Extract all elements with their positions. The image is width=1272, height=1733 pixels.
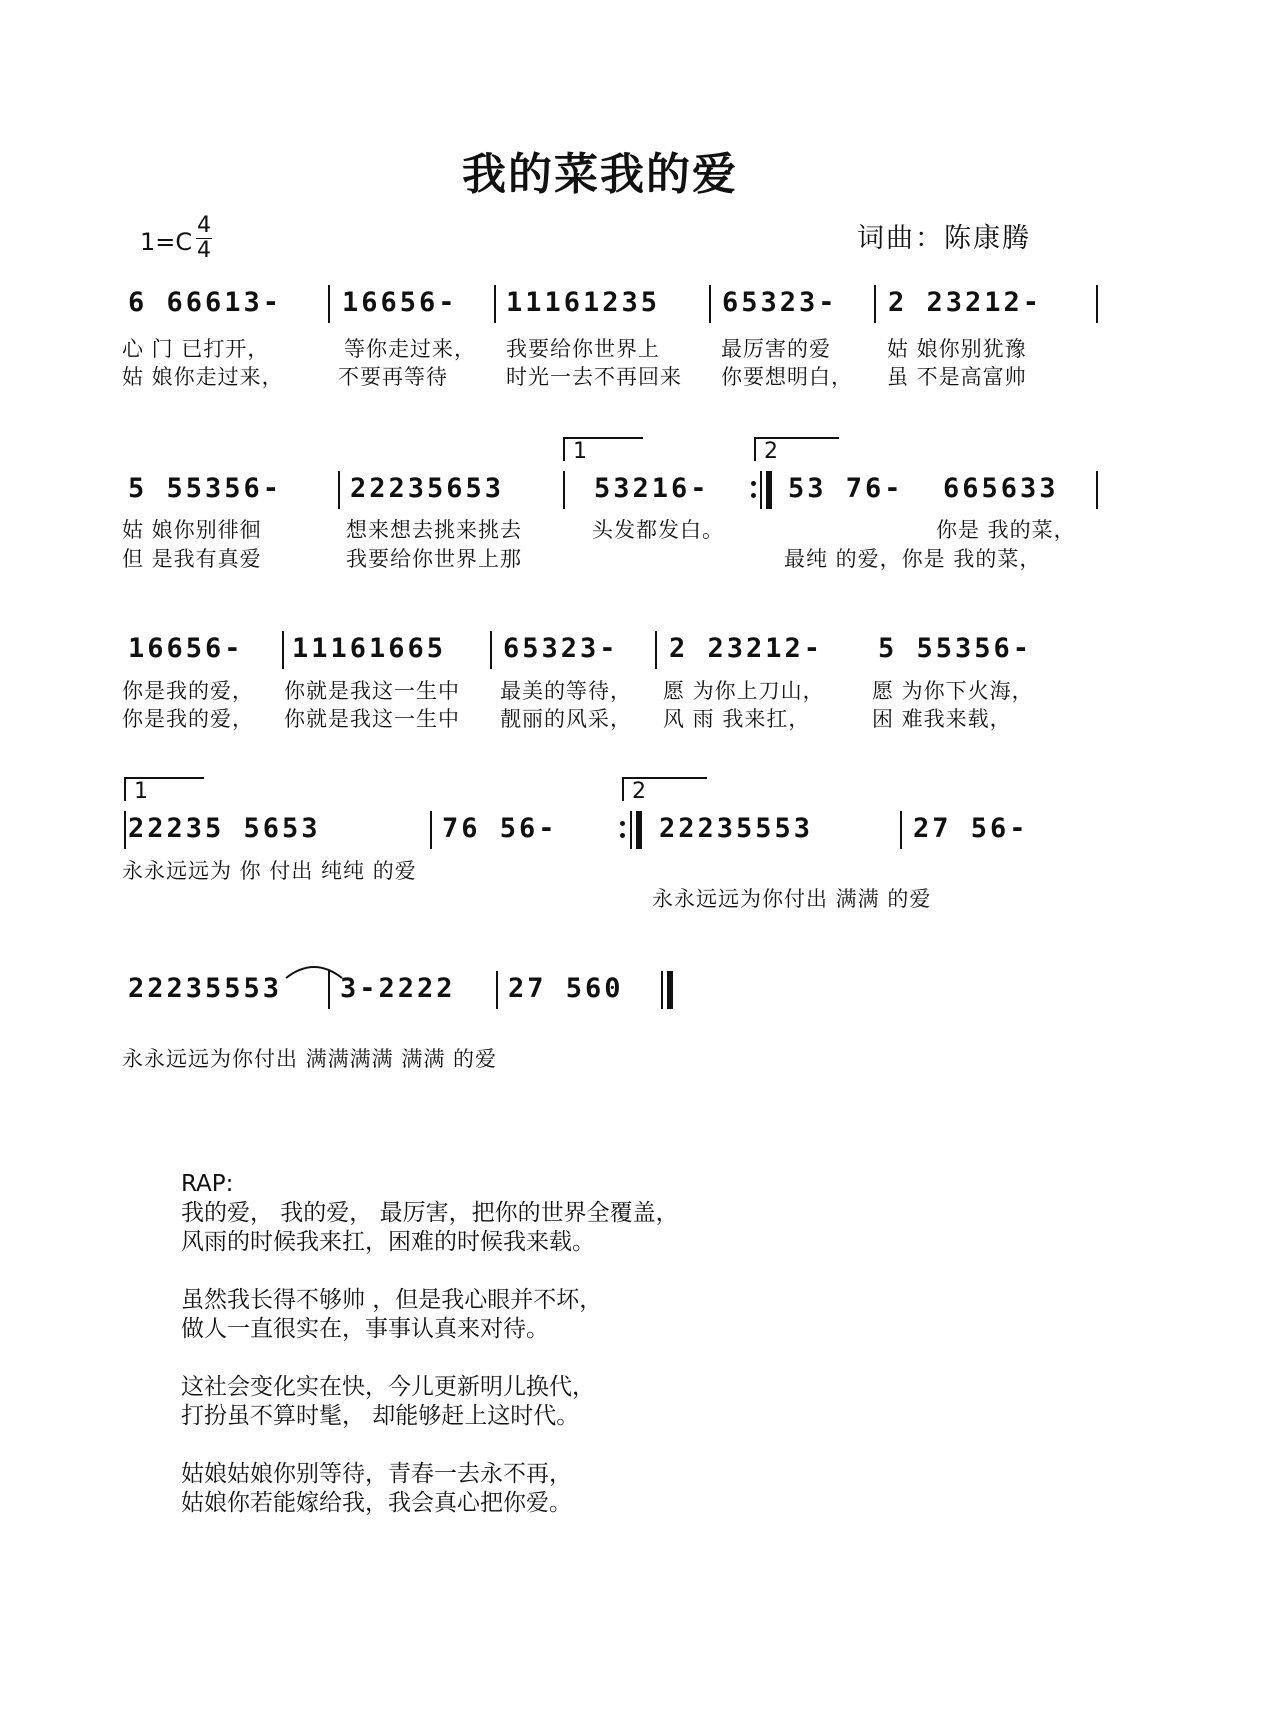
barline bbox=[709, 285, 711, 323]
lyric: 想来想去挑来挑去 bbox=[346, 518, 522, 542]
volta-2: 2 bbox=[754, 437, 839, 461]
rap-line bbox=[181, 1257, 679, 1286]
barline bbox=[1096, 471, 1098, 509]
barline bbox=[655, 631, 657, 669]
lyric: 我要给你世界上 bbox=[506, 337, 660, 361]
lyric: 你就是我这一生中 bbox=[284, 707, 460, 731]
measure: 2 23212- bbox=[669, 633, 824, 664]
repeat-dots bbox=[620, 819, 626, 841]
measure: 5 55356- bbox=[128, 473, 283, 504]
rap-line bbox=[181, 1431, 679, 1460]
lyric: 愿 为你上刀山， bbox=[663, 679, 825, 703]
measure: 65323- bbox=[503, 633, 619, 664]
rap-line: 打扮虽不算时髦， 却能够赶上这时代。 bbox=[181, 1403, 580, 1429]
lyric: 风 雨 我来扛， bbox=[663, 707, 811, 731]
measure: 3-2222 bbox=[340, 973, 456, 1004]
rap-line: 做人一直很实在，事事认真来对待。 bbox=[181, 1316, 549, 1342]
lyric: 你就是我这一生中 bbox=[284, 679, 460, 703]
barline bbox=[874, 285, 876, 323]
lyric: 但 是我有真爱 bbox=[122, 547, 262, 571]
barline bbox=[630, 811, 632, 849]
lyric: 等你走过来， bbox=[344, 337, 476, 361]
repeat-dots bbox=[751, 479, 757, 501]
measure: 2 23212- bbox=[888, 287, 1043, 318]
rap-line: 姑娘你若能嫁给我，我会真心把你爱。 bbox=[181, 1490, 572, 1516]
measure: 53216- bbox=[594, 473, 710, 504]
rap-line: 风雨的时候我来扛，困难的时候我来载。 bbox=[181, 1229, 595, 1255]
lyric: 你是我的爱， bbox=[122, 679, 254, 703]
key-signature: 1=C bbox=[140, 228, 193, 256]
barline bbox=[760, 471, 762, 509]
measure: 6 66613- bbox=[128, 287, 283, 318]
lyric: 最厉害的爱 bbox=[721, 337, 831, 361]
barline bbox=[1096, 285, 1098, 323]
repeat-end-bar bbox=[636, 811, 642, 849]
lyric: 靓丽的风采， bbox=[500, 707, 632, 731]
measure: 65323- bbox=[722, 287, 838, 318]
lyric: 不要再等待 bbox=[338, 365, 448, 389]
volta-1: 1 bbox=[124, 777, 204, 801]
lyric: 我要给你世界上那 bbox=[346, 547, 522, 571]
rap-line bbox=[181, 1344, 679, 1373]
credits: 词曲：陈康腾 bbox=[857, 223, 1031, 254]
rap-section bbox=[181, 1170, 679, 1518]
lyric-line: 永永远远为你付出 满满 的爱 bbox=[652, 887, 932, 911]
rap-line: 我的爱， 我的爱， 最厉害，把你的世界全覆盖， bbox=[181, 1200, 679, 1226]
measure: 76 56- bbox=[442, 813, 558, 844]
lyric: 头发都发白。 bbox=[592, 518, 724, 542]
measure: 53 76- bbox=[788, 473, 904, 504]
lyric: 姑 娘你走过来， bbox=[122, 365, 284, 389]
time-signature-top: 4 bbox=[197, 213, 211, 238]
lyric: 姑 娘你别犹豫 bbox=[887, 337, 1027, 361]
measure: 16656- bbox=[342, 287, 458, 318]
measure: 27 560 bbox=[508, 973, 624, 1004]
lyric: 心 门 已打开， bbox=[122, 337, 270, 361]
lyric: 愿 为你下火海， bbox=[872, 679, 1034, 703]
lyric: 你是 我的菜， bbox=[936, 518, 1076, 542]
barline bbox=[494, 285, 496, 323]
barline bbox=[490, 631, 492, 669]
barline bbox=[496, 971, 498, 1009]
measure: 27 56- bbox=[913, 813, 1029, 844]
barline bbox=[661, 971, 663, 1009]
barline bbox=[338, 471, 340, 509]
final-bar bbox=[667, 971, 673, 1009]
lyric: 姑 娘你别徘徊 bbox=[122, 518, 262, 542]
lyric: 最纯 的爱，你是 我的菜， bbox=[784, 547, 1042, 571]
measure: 16656- bbox=[128, 633, 244, 664]
volta-2: 2 bbox=[622, 777, 707, 801]
measure: 5 55356- bbox=[878, 633, 1033, 664]
repeat-end-bar bbox=[766, 471, 772, 509]
measure: 22235553 bbox=[128, 973, 283, 1004]
lyric: 时光一去不再回来 bbox=[506, 365, 682, 389]
rap-line: 姑娘姑娘你别等待，青春一去永不再， bbox=[181, 1461, 572, 1487]
lyric: 虽 不是高富帅 bbox=[887, 365, 1027, 389]
time-signature-bottom: 4 bbox=[197, 238, 211, 263]
measure: 22235553 bbox=[659, 813, 814, 844]
rap-line: 虽然我长得不够帅 ，但是我心眼并不坏， bbox=[181, 1287, 603, 1313]
rap-line: RAP: bbox=[181, 1171, 234, 1197]
lyric: 最美的等待， bbox=[500, 679, 632, 703]
measure: 665633 bbox=[943, 473, 1059, 504]
time-signature bbox=[196, 214, 212, 263]
barline bbox=[430, 811, 432, 849]
measure: 11161665 bbox=[292, 633, 447, 664]
measure: 22235 5653 bbox=[128, 813, 321, 844]
barline bbox=[900, 811, 902, 849]
lyric: 困 难我来载， bbox=[872, 707, 1012, 731]
barline bbox=[328, 285, 330, 323]
barline bbox=[328, 971, 330, 1009]
barline bbox=[282, 631, 284, 669]
song-title: 我的菜我的爱 bbox=[462, 149, 738, 200]
lyric-line: 永永远远为 你 付出 纯纯 的爱 bbox=[122, 859, 417, 883]
measure: 22235653 bbox=[350, 473, 505, 504]
tie-mark bbox=[284, 960, 344, 980]
lyric: 你要想明白， bbox=[721, 365, 853, 389]
barline bbox=[563, 471, 565, 509]
rap-line: 这社会变化实在快，今儿更新明儿换代， bbox=[181, 1374, 595, 1400]
barline bbox=[124, 811, 126, 849]
lyric-line: 永永远远为你付出 满满满满 满满 的爱 bbox=[122, 1047, 498, 1071]
volta-1: 1 bbox=[563, 437, 643, 461]
measure: 11161235 bbox=[506, 287, 661, 318]
lyric: 你是我的爱， bbox=[122, 707, 254, 731]
